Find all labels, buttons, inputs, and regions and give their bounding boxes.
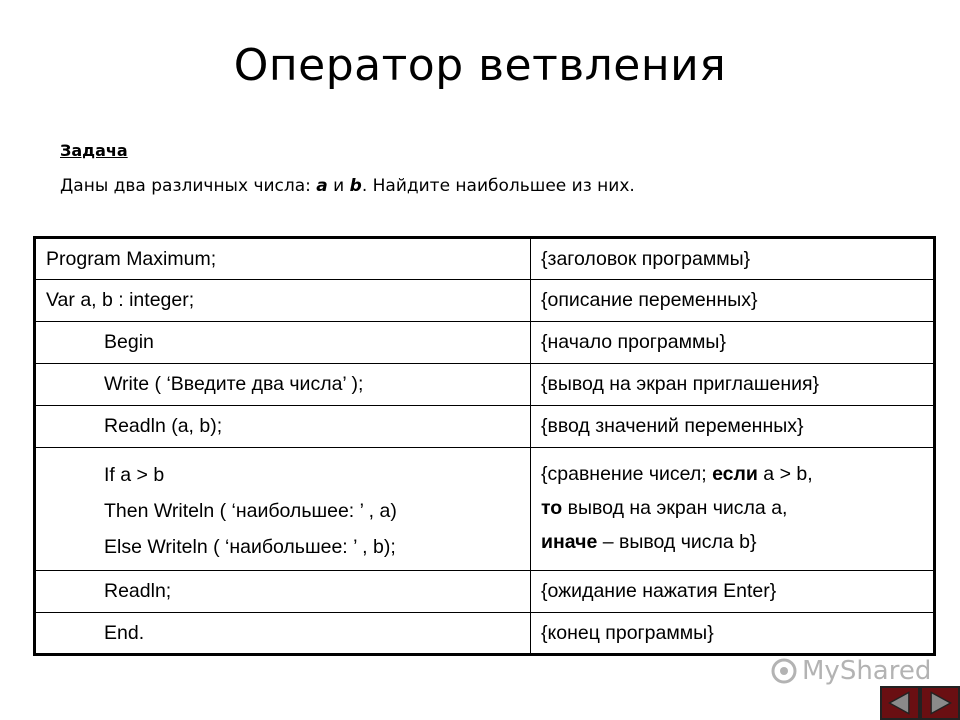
code-cell: Readln (a, b); [35, 406, 531, 448]
watermark [770, 656, 931, 686]
comment-cell: {начало программы} [531, 322, 935, 364]
table-row [35, 406, 935, 448]
keyword-else: иначе [541, 531, 598, 553]
code-line: Else Writeln ( ‘наибольшее: ’ , b); [104, 536, 396, 558]
comment-cell: {конец программы} [531, 613, 935, 655]
code-line: Then Writeln ( ‘наибольшее: ’ , a) [104, 500, 397, 522]
comment-text: a > b, [757, 463, 813, 485]
code-cell: Program Maximum; [35, 238, 531, 280]
table-row [35, 613, 935, 655]
keyword-if: если [712, 463, 758, 485]
comment-cell: {описание переменных} [531, 280, 935, 322]
comment-cell: {заголовок программы} [531, 238, 935, 280]
slide-title: Оператор ветвления [233, 40, 727, 91]
task-text [60, 176, 635, 196]
next-slide-button[interactable] [920, 686, 960, 720]
arrow-right-icon [922, 688, 958, 718]
code-cell: Begin [35, 322, 531, 364]
comment-cell: {ожидание нажатия Enter} [531, 571, 935, 613]
comment-cell [531, 448, 935, 571]
table-row [35, 280, 935, 322]
code-cell: Readln; [35, 571, 531, 613]
comment-cell: {вывод на экран приглашения} [531, 364, 935, 406]
comment-text: – вывод числа b} [597, 531, 757, 553]
code-cell [35, 448, 531, 571]
task-text-part3: . Найдите наибольшее из них. [361, 176, 635, 196]
code-cell: Write ( ‘Введите два числа’ ); [35, 364, 531, 406]
prev-slide-button[interactable] [880, 686, 920, 720]
task-var-b: b [349, 176, 362, 196]
task-text-part2: и [327, 176, 350, 196]
table-row [35, 571, 935, 613]
code-cell: Var a, b : integer; [35, 280, 531, 322]
watermark-text: MyShared [802, 656, 932, 686]
table-row [35, 364, 935, 406]
comment-cell: {ввод значений переменных} [531, 406, 935, 448]
program-table [33, 236, 936, 656]
table-row [35, 238, 935, 280]
code-line: If a > b [104, 464, 165, 486]
task-heading: Задача [60, 141, 128, 160]
code-cell: End. [35, 613, 531, 655]
comment-text: {сравнение чисел; [541, 463, 713, 485]
arrow-left-icon [882, 688, 918, 718]
table-row [35, 322, 935, 364]
comment-text: вывод на экран числа a, [562, 497, 788, 519]
table-row [35, 448, 935, 571]
task-text-part1: Даны два различных числа: [60, 176, 317, 196]
myshared-logo-icon [770, 657, 798, 685]
keyword-then: то [541, 497, 563, 519]
task-var-a: a [316, 176, 328, 196]
